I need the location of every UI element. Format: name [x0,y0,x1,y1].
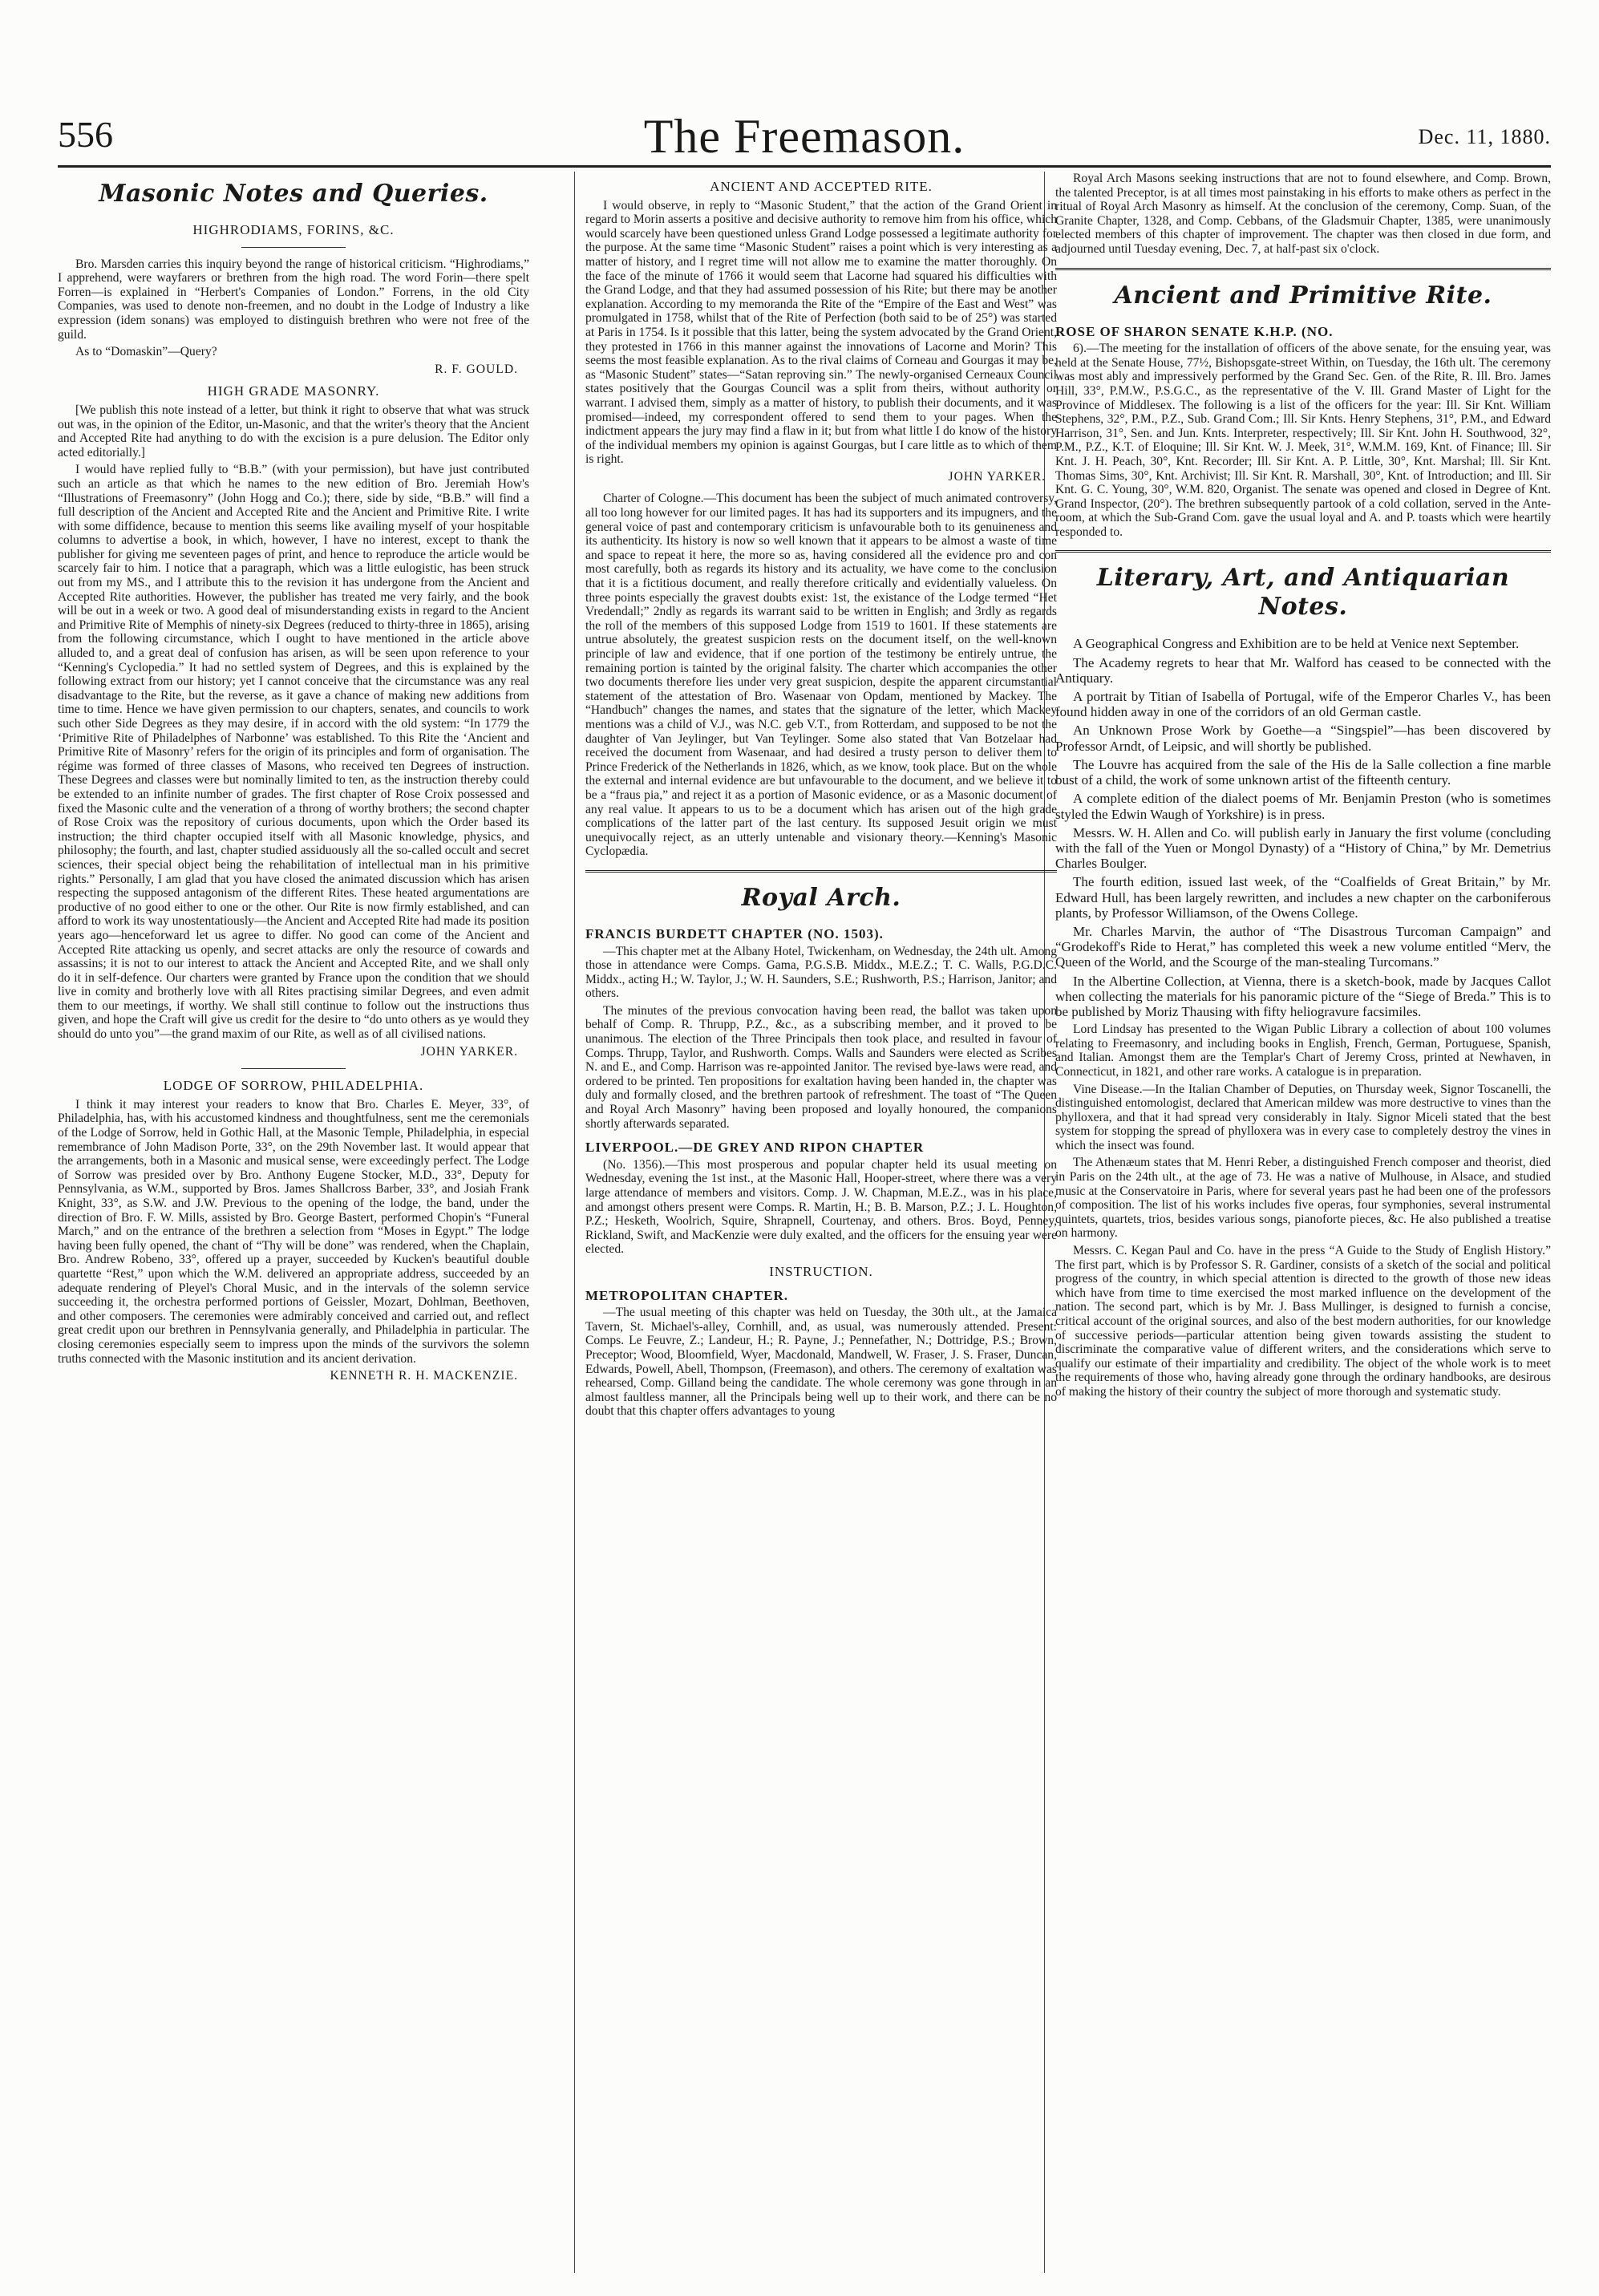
section-title: Masonic Notes and Queries. [99,180,488,208]
column-1 [58,172,529,2273]
divider [241,1068,346,1069]
section-title: Ancient and Primitive Rite. [1114,281,1492,310]
issue-date: Dec. 11, 1880. [1418,125,1551,148]
article-title: INSTRUCTION. [769,1263,873,1279]
note-item: The Athenæum states that M. Henri Reber, a distinguished French composer and theorist, died in Paris on the 24th ult., at the age of 73. He was a native of Mulhouse, in Alsace, and studied music at the Conservatoire in Paris, where for several years past he had been one of the professors of composition. The list of his works includes five operas, four symphonies, several instrumental quintets, quartets, trios, besides various songs, pianoforte pieces, &c. He also published a treatise on harmony. [1055,1156,1551,1241]
article-body: Royal Arch Masons seeking instructions that are not to found elsewhere, and Comp. Brown, the talented Preceptor, is at all times most painstaking in his efforts to make others as perfect in the ritual of Royal Arch Masonry as himself. At the conclusion of the ceremony, Comp. Suan, of the Granite Chapter, 1328, and Comp. Cebbans, of the Gladsmuir Chapter, 1385, were unanimously elected members of this chapter of improvement. The chapter was then closed in due form, and adjourned until Tuesday evening, Dec. 7, at half-past six o'clock. [1055,172,1551,256]
signature: JOHN YARKER. [948,469,1046,484]
signature: R. F. GOULD. [435,362,518,376]
divider [1055,268,1551,270]
divider [241,247,346,248]
page-number: 556 [58,114,113,155]
column-2 [585,172,1057,2273]
article-body: (No. 1356).—This most prosperous and popular chapter held its usual meeting on Wednesday, evening the 1st inst., at the Masonic Hall, Hooper-street, where there was a very large attendance of members and visitors. Comp. J. W. Chapman, M.E.Z., was in his place, and amongst others present were Comps. R. Martin, H.; B. B. Marson, P.Z.; J. L. Houghton, P.Z.; Hesketh, Woolrich, Squire, Shrapnell, Courtenay, and others. Bros. Boyd, Penney, Rickland, Swift, and MacKenzie were duly exalted, and the officers for the ensuing year were elected. [585,1157,1057,1257]
article-body: As to “Domaskin”—Query? [75,345,217,359]
section-title: Royal Arch. [741,883,901,912]
divider [585,870,1057,873]
article-body: I think it may interest your readers to know that Bro. Charles E. Meyer, 33°, of Philadelphia, has, with his accustomed kindness and thoughtfulness, sent me the ceremonials of the Lodge of Sorrow, held in Gothic Hall, at the Masonic Temple, Philadelphia, in especial remembrance of John Madison Porte, 33°, on the 29th November last. It would appear that the arrangements, both in a Masonic and musical sense, were exceedingly perfect. The Lodge of Sorrow was presided over by Bro. Anthony Eugene Stocker, M.D., 33°, Deputy for Pennsylvania, as W.M., supported by Bros. James Shallcross Barber, 33°, and Josiah Frank Knight, 33°, as S.W. and J.W. Previous to the opening of the lodge, the band, under the direction of Bro. F. W. Mills, assisted by Bro. George Bastert, performed Chopin's “Funeral March,” and on the entrance of the brethren a selection from “Moses in Egypt.” The lodge having been fully opened, the chant of “Thy will be done” was rendered, when the Chaplain, Bro. Andrew Robeno, 33°, offered up a prayer, succeeded by Kucken's beautiful double quartette “Rest,” upon which the W.M. delivered an appropriate address, succeeded by an adequate rendering of Pleyel's Choral Music, and in the intervals of the solemn service succeeding it, the orchestra performed portions of Geissler, Mozart, Dohlman, Beethoven, and other composers. The ceremonies were admirably conceived and carried out, and reflect great credit upon our brethren in Pennsylvania generally, and Philadelphia in particular. The closing ceremonies especially seem to impress upon the minds of the survivors the solemn truths connected with the Masonic institution and its ancient derivation. [58,1097,529,1366]
section-title: Literary, Art, and Antiquarian Notes. [1096,564,1510,622]
article-title: HIGHRODIAMS, FORINS, &C. [192,222,395,237]
article-body: Charter of Cologne.—This document has been the subject of much animated controversy, all too long however for our limited pages. It has had its supporters and its impugners, and the general voice of past and contemporary criticism is unfavourable both to its genuineness and its authenticity. Its history is now so well known that it appears to be almost a waste of time and space to repeat it here, the more so as, having considered all the evidence pro and con most carefully, both as regards its history and its actuality, we have come to the conclusion that it is a fictitious document, and really therefore critically and evidentially valueless. On three points especially the gravest doubts exist: 1st, the existance of the Lodge termed “Het Vredendall;” 2ndly as regards its warrant said to be written in English; and 3rdly as regards the roll of the members of this supposed Lodge from 1519 to 1601. If these statements are untrue absolutely, the greatest suspicion rests on the document itself, on the well-known principle of law and evidence, that if one portion of the testimony be entirely untrue, the remaining portion is tainted by the original falsity. The charter which accompanies the other two documents therefore lies under very great suspicion, despite the apparent circumstantial statement of the attestation of Bro. Wasenaar von Opdam, mentioned by Mackey. The “Handbuch” changes the names, and states that the signature of the letter, which Mackey mentions was a child of V.J., was N.C. geb V.T., from Rotterdam, and supposed to be not the daughter of Van Jeylinger, but Van Teylinger. Some also stated that Van Botzelaar had received the document from Wasenaar, and had desired a trusty person to deliver them to Prince Frederick of the Netherlands in 1826, which, as we know, took place. But on the whole the external and internal evidence are but unfavourable to the document, and we believe it to be a “fraus pia,” and reject it as a portion of Masonic evidence, or as a Masonic document of any real value. It appears to us to be a document which has arisen out of the high grade complications of the latter part of the last century. Its supposed Jesuit origin we must unequivocally reject, as an utterly untenable and visionary theory.—Kenning's Masonic Cyclopædia. [585,492,1057,859]
article-title: ANCIENT AND ACCEPTED RITE. [710,179,933,194]
article-body: Bro. Marsden carries this inquiry beyond the range of historical criticism. “Highrodiams,” I apprehend, were wayfarers or brethren from the high road. The word Forin—there spelt Forren—is explained in “Herbert's Companies of London.” Forrens, in the old City Companies, was used to denote non-freemen, and no doubt in the Lodge of Industry a like expression (idem sonans) was employed to distinguish brethren who were not free of the guild. [58,257,529,342]
article-body: [We publish this note instead of a letter, but think it right to observe that what was struck out was, in the opinion of the Editor, un-Masonic, and that the writer's theory that the Ancient and Accepted Rite had anything to do with the excision is a pure delusion. The Editor only acted editorially.] [58,403,529,460]
masthead: The Freemason. [643,110,965,163]
article-body: 6).—The meeting for the installation of officers of the above senate, for the ensuing year, was held at the Senate House, 77½, Bishopsgate-street Within, on Tuesday, the 16th ult. The ceremony was most ably and impressively performed by the Grand Sec. Gen. of the Rite, R. Ill. Bro. James Hill, 33°, P.M.W., P.S.G.C., as the representative of the V. Ill. Grand Master of Light for the Province of Middlesex. The following is a list of the officers for the year: Ill. Sir Knt. William Stephens, 32°, P.M., P.Z., Sub. Grand Com.; Ill. Sir Knts. Henry Stephens, 31°, P.M., and Edward Harrison, 31°, Sen. and Jun. Knts. Interpreter, respectively; Ill. Sir Knt. John H. Southwood, 32°, P.M., P.Z., K.T. of Eloquine; Ill. Sir Knt. W. J. Meek, 31°, W.M.M. 169, Knt. of Finance; Ill. Sir Knt. J. H. Peach, 30°, Knt. Recorder; Ill. Sir Knt. A. P. Little, 30°, Knt. Marshal; Ill. Sir Knt. Thomas Sims, 30°, Knt. Archivist; Ill. Sir Knt. R. Marshall, 30°, Knt. of Introduction; and Ill. Sir Knt. G. C. Young, 30°, W.M. 820, Organist. The senate was opened and closed in Degree of Knt. Grand Inspector, (20°). The brethren subsequently partook of a cold collation, served in the Ante-room, at which the Sub-Grand Com. gave the usual loyal and A. and P. toasts which were heartily responded to. [1055,342,1551,539]
note-item: Vine Disease.—In the Italian Chamber of Deputies, on Thursday week, Signor Toscanelli, the distinguished entomologist, declared that American mildew was more destructive to vines than the phylloxera, and that it had spread very considerably in Italy. Signor Miceli stated that the best system for stopping the spread of phylloxera was in every case to completely destroy the vines in which the insect was found. [1055,1082,1551,1152]
note-item: A portrait by Titian of Isabella of Portugal, wife of the Emperor Charles V., has been found hidden away in one of the corridors of an old German castle. [1055,689,1551,720]
article-subtitle: METROPOLITAN CHAPTER. [585,1287,789,1303]
article-title: ROSE OF SHARON SENATE K.H.P. (NO. [1055,323,1334,339]
article-body: —The usual meeting of this chapter was held on Tuesday, the 30th ult., at the Jamaica Tavern, St. Michael's-alley, Cornhill, and, as usual, was numerously attended. Present: Comps. Le Feuvre, Z.; Landeur, H.; R. Payne, J.; Pennefather, N.; Dottridge, P.S.; Brown, Preceptor; Wood, Bloomfield, Wyer, Macdonald, Mandwell, W. Fraser, J. S. Fraser, Duncan, Edwards, Powell, Abell, Thompson, (Freemason), and others. The ceremony of exaltation was rehearsed, Comp. Gilland being the candidate. The whole ceremony was gone through in an almost faultless manner, all the Principals being well up to their work, and there can be no doubt that this chapter offers advantages to young [585,1306,1057,1419]
note-item: A complete edition of the dialect poems of Mr. Benjamin Preston (who is sometimes styled the Edwin Waugh of Yorkshire) is in press. [1055,791,1551,822]
note-item: An Unknown Prose Work by Goethe—a “Singspiel”—has been discovered by Professor Arndt, of Leipsic, and will shortly be published. [1055,723,1551,754]
note-item: The Louvre has acquired from the sale of the His de la Salle collection a fine marble bust of a child, the work of some unknown artist of the fifteenth century. [1055,756,1551,788]
article-title: FRANCIS BURDETT CHAPTER (NO. 1503). [585,925,884,941]
article-body: —This chapter met at the Albany Hotel, Twickenham, on Wednesday, the 24th ult. Among those in attendance were Comps. Gama, P.G.S.B. Middx., M.E.Z.; T. C. Walls, P.G.D.C. Middx., acting H.; W. Taylor, J.; W. H. Saunders, S.E.; Rushworth, P.S.; Harrison, Janitor; and others. [585,944,1057,1001]
article-title: LIVERPOOL.—DE GREY AND RIPON CHAPTER [585,1140,925,1156]
article-title: LODGE OF SORROW, PHILADELPHIA. [163,1078,424,1094]
article-body: I would observe, in reply to “Masonic Student,” that the action of the Grand Orient in regard to Morin asserts a positive and decisive authority to remove him from his office, which would scarcely have been questioned unless Grand Lodge possessed a legitimate authority for the purpose. At the same time “Masonic Student” raises a point which is very interesting as a matter of history, and I regret time will not allow me to examine the matter thoroughly. On the face of the minute of 1766 it would seem that Lacorne had squared his difficulties with the Grand Lodge, and that they had assumed possession of his Rite; but there may be another explanation. According to my memoranda the Rite of the “Empire of the East and West” was promulgated in 1758, whilst that of the Rite of Perfection (both said to be of 25°) was started at Paris in 1754. Is it possible that this latter, being the system advocated by the Grand Orient, they protested in 1766 in this manner against the innovations of Lacorne and Morin? This seems the most feasible explanation. As to the rival claims of Corneau and Gourgas it may be, as “Masonic Student” states—“Satan reproving sin.” The newly-organised Cerneaux Council states positively that the Gourgas Council was a split from theirs, without authority or warrant. I advised them, simply as a matter of history, to publish their documents, and it was promised—indeed, my correspondent offered to send them to your pages. When the indictment appears the jury may find a flaw in it; but from what little I do know of the history of the individual members my opinion is against Gourgas, but I care little as to which of them is right. [585,198,1057,467]
note-item: Messrs. C. Kegan Paul and Co. have in the press “A Guide to the Study of English History.” The first part, which is by Professor S. R. Gardiner, consists of a sketch of the social and political progress of the country, in which special attention is directed to the growth of those new ideas which have from time to time exercised the most marked influence on the development of the nation. The second part, which is by Mr. J. Bass Mullinger, is designed to furnish a concise, critical account of the original sources, and also of the best modern authorities, for our knowledge of successive periods—particular attention being given towards assisting the student to discriminate the comparative value of different writers, and the considerations which serve to qualify our estimate of their impartiality and credibility. The object of the whole work is to meet the requirements of those who, having already gone through the ordinary handbooks, are desirous of making the history of their country the subject of more thorough and systematic study. [1055,1244,1551,1399]
divider [1055,550,1551,553]
header-rule [58,165,1551,168]
note-item: The fourth edition, issued last week, of the “Coalfields of Great Britain,” by Mr. Edward Hull, has been largely rewritten, and includes a new chapter on the carboniferous plants, by Professor Williamson, of the Owens College. [1055,874,1551,921]
article-body: I would have replied fully to “B.B.” (with your permission), but have just contributed such an article as that which he names to the new edition of Bro. Jeremiah How's “Illustrations of Freemasonry” (John Hogg and Co.); there, side by side, “B.B.” will find a full description of the Ancient and Accepted Rite and the Ancient and Primitive Rite. I write with some diffidence, because to mention this seems like availing myself of your hospitable columns to advertise a book, in which, however, I have no interest, except to thank the publisher for giving me seventeen pages of print, and hence to reproduce the article would be scarcely fair to him. I notice that a paragraph, which was a little eulogistic, has been struck out from my MS., and I attribute this to the revision it has undergone from the Ancient and Accepted Rite authorities. However, the publisher has treated me very fairly, and the book will be out in a week or two. A good deal of misunderstanding exists in regard to the Ancient and Primitive Rite of Memphis of ninety-six Degrees (reduced to thirty-three in 1865), arising from the following circumstance, which I ought to have mentioned in the article above alluded to, and a great deal of confusion has arisen, as will be seen upon reference to your “Kenning's Cyclopedia.” It had no settled system of Degrees, and this is explained by the following extract from our history; yet I cannot conceive that the circumstance was any real disadvantage to the Rite, but the reverse, as it gave a chance of making new additions from time to time. Hence we have given permission to our chapters, senates, and councils to work such other Side Degrees as they may desire, if in accord with the old system: “In 1779 the ‘Primitive Rite of Philadelphes of Narbonne’ was established. To this Rite the ‘Ancient and Primitive Rite of Masonry’ refers for the origin of its principles and form of organisation. The régime was formed of three classes of Masons, who received ten Degrees of instruction. These Degrees and classes were but nominally limited to ten, as the instruction thereby could be extended to an infinite number of grades. The first chapter of Rose Croix possessed and fixed the Masonic culte and the veneration of a throng of worthy brothers; the second chapter of Rose Croix was the repository of curious documents, upon which the Order based its instruction; the third chapter occupied itself with all Masonic knowledge, physics, and philosophy; the fourth, and last, chapter studied assiduously all the so-called occult and secret sciences, their special object being the rehabilitation of intellectual man in his primitive rights.” Personally, I am glad that you have closed the animated discussion which has arisen respecting the supposed antagonism of the different Rites. These heated argumentations are productive of no good either to one or the other. Our Rite is now firmly established, and can afford to work its way unostentatiously—the Ancient and Accepted Rite had made its position years ago—henceforward let us agree to differ. No good can come of the Ancient and Accepted Rite attacking us openly, and secret attacks are only the resource of cowards and assassins; it is not to our interest to attack the Ancient and Accepted Rite, and we shall only do it in self-defence. Our charters were granted by France upon the condition that we should live in comity and brotherly love with all Rites practising similar Degrees, and even admit them to our meetings, if worthy. We shall still continue to follow out the instructions thus given, and hope the Craft will give us credit for the desire to “do unto others as ye would they should do unto you”—the grand maxim of our Rite, as well as of all civilised nations. [58,463,529,1042]
signature: JOHN YARKER. [420,1044,518,1059]
signature: KENNETH R. H. MACKENZIE. [330,1369,518,1383]
note-item: A Geographical Congress and Exhibition are to be held at Venice next September. [1073,636,1520,652]
page-header [58,112,1551,165]
note-item: The Academy regrets to hear that Mr. Walford has ceased to be connected with the Antiquary. [1055,654,1551,686]
note-item: Mr. Charles Marvin, the author of “The Disastrous Turcoman Campaign” and “Grodekoff's Ride to Herat,” has completed this week a new volume entitled “Merv, the Queen of the World, and the Scourge of the man-stealing Turcomans.” [1055,923,1551,970]
article-title: HIGH GRADE MASONRY. [207,383,380,399]
column-3 [1055,172,1551,2273]
note-item: Messrs. W. H. Allen and Co. will publish early in January the first volume (concluding with the fall of the Yuen or Mongol Dynasty) of a “History of China,” by Mr. Demetrius Charles Boulger. [1055,824,1551,872]
article-body: The minutes of the previous convocation having been read, the ballot was taken upon behalf of Comp. R. Thrupp, P.Z., &c., as a subscribing member, and it proved to be unanimous. The election of the Three Principals then took place, and resulted in favour of Comps. Thrupp, Taylor, and Rushworth. Comps. Walls and Saunders were elected as Scribes N. and E., and Comp. Harrison was re-appointed Janitor. The revised bye-laws were read, and ordered to be printed. Ten propositions for exaltation having been handed in, the chapter was duly and formally closed, and the brethren partook of refreshment. The toast of “The Queen and Royal Arch Masonry” having been proposed and loyally honoured, the companions shortly afterwards separated. [585,1003,1057,1131]
note-item: Lord Lindsay has presented to the Wigan Public Library a collection of about 100 volumes relating to Freemasonry, and including books in English, French, German, Portuguese, Spanish, and Italian. Amongst them are the Templar's Chart of Jeremy Cross, printed at Newhaven, in Connecticut, in 1821, and other rare works. A catalogue is in preparation. [1055,1022,1551,1079]
column-divider [574,172,575,2273]
note-item: In the Albertine Collection, at Vienna, there is a sketch-book, made by Jacques Callot when collecting the materials for his panoramic picture of the “Siege of Breda.” This is to be published by Moriz Thausing with fifty heliogravure facsimiles. [1055,973,1551,1019]
